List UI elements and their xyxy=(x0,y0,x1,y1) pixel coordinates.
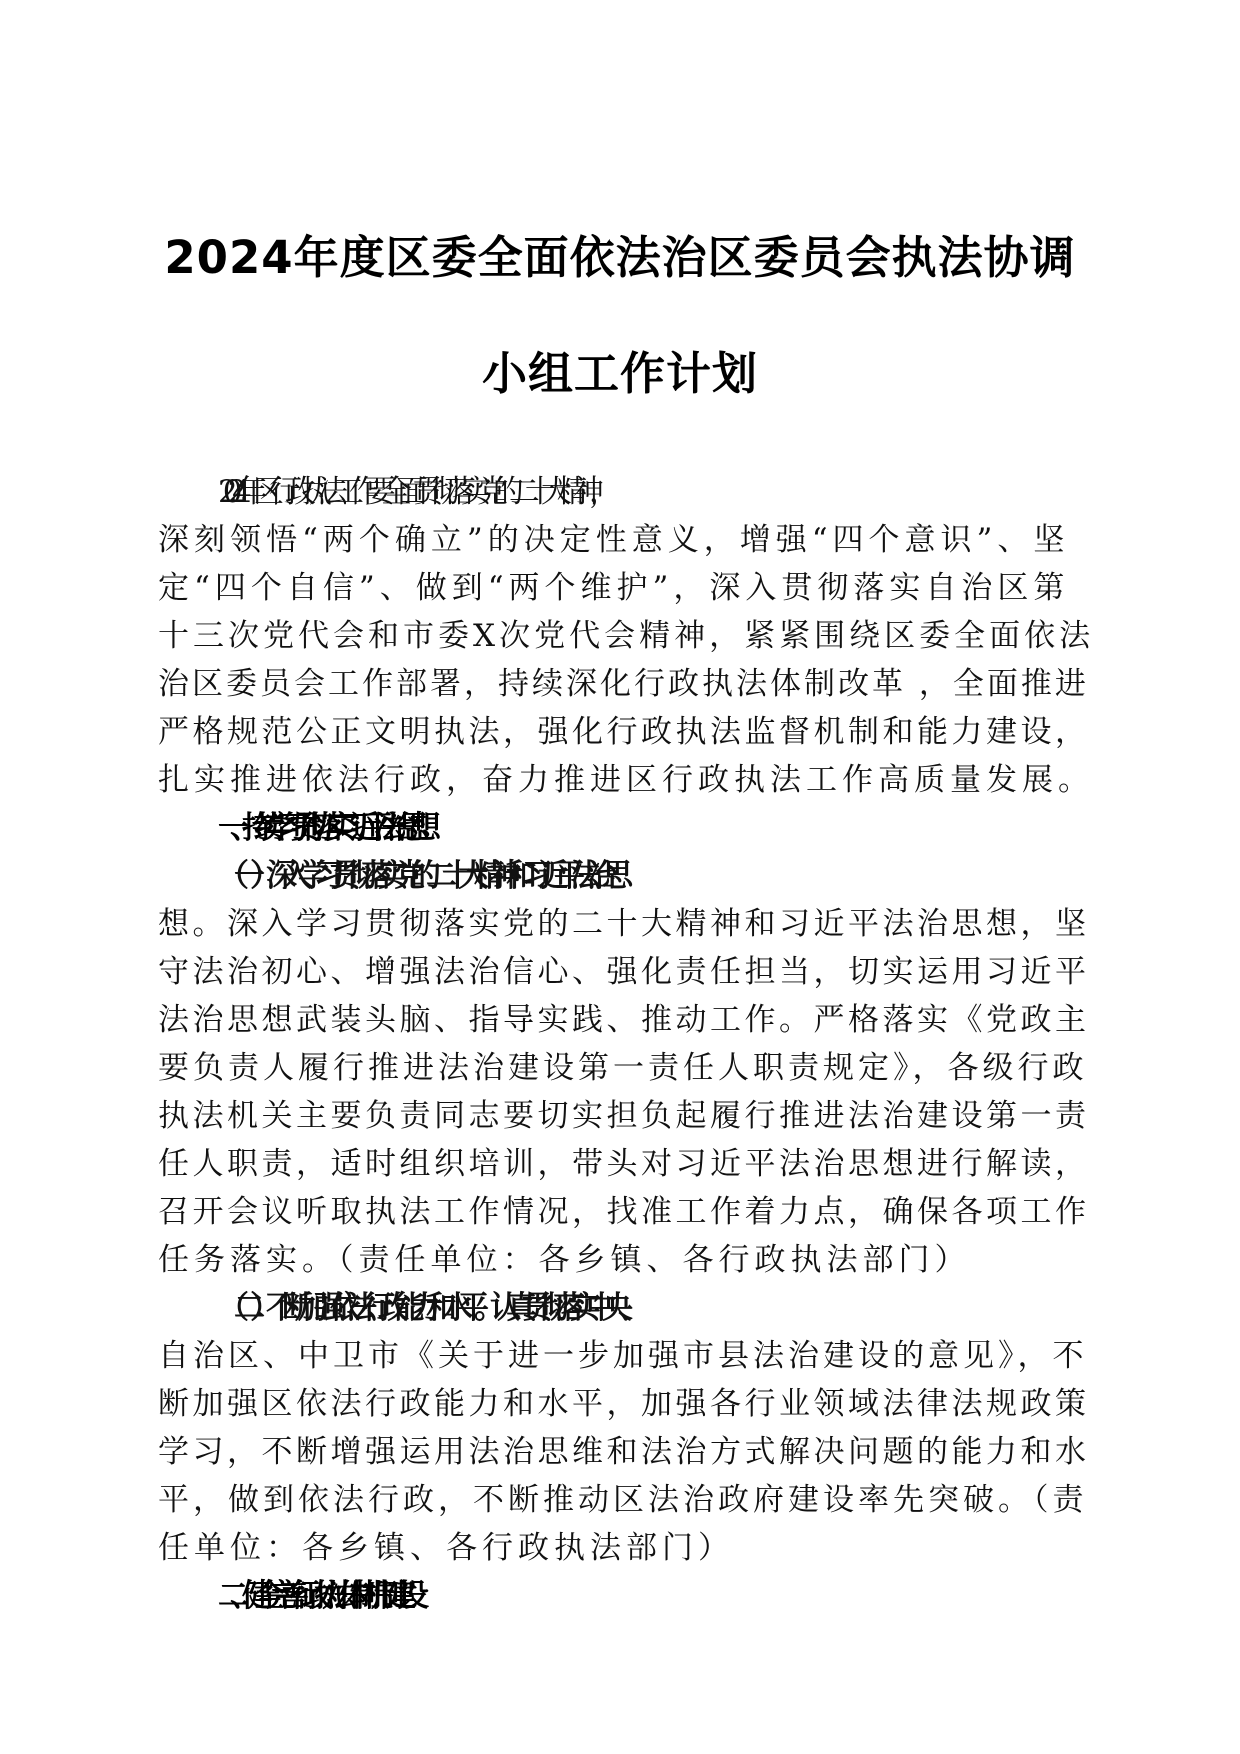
paragraph-line: 十三次党代会和市委X次党代会精神，紧紧围绕区委全面依法 xyxy=(158,618,1095,654)
paragraph-line: 2024年区行政执法工作要全面贯彻落实党的二十大精神， xyxy=(218,474,605,510)
paragraph-line: 守法治初心、增强法治信心、强化责任担当，切实运用习近平 xyxy=(158,954,1090,990)
paragraph-line: 深刻领悟“两个确立”的决定性意义，增强“四个意识”、坚 xyxy=(158,522,1070,558)
paragraph-line: 要负责人履行推进法治建设第一责任人职责规定》，各级行政 xyxy=(158,1050,1088,1086)
document-title-line-1: 2024年度区委全面依法治区委员会执法协调 xyxy=(164,231,1076,284)
paragraph-line: 学习，不断增强运用法治思维和法治方式解决问题的能力和水 xyxy=(158,1434,1090,1470)
paragraph-line: 扎实推进依法行政，奋力推进区行政执法工作高质量发展。 xyxy=(158,762,1094,798)
paragraph-line: 严格规范公正文明执法，强化行政执法监督机制和能力建设， xyxy=(158,714,1090,750)
subsection-heading-2: （二）不断加强依法行政能力和水平。认真贯彻落实中央、 xyxy=(218,1290,634,1326)
paragraph-line: 召开会议听取执法工作情况，找准工作着力点，确保各项工作 xyxy=(158,1194,1090,1230)
paragraph-line: 任人职责，适时组织培训，带头对习近平法治思想进行解读， xyxy=(158,1146,1090,1182)
paragraph-line: 自治区、中卫市《关于进一步加强市县法治建设的意见》，不 xyxy=(158,1338,1088,1374)
paragraph-line: 执法机关主要负责同志要切实担负起履行推进法治建设第一责 xyxy=(158,1098,1090,1134)
paragraph-line: 任务落实。（责任单位：各乡镇、各行政执法部门） xyxy=(158,1242,971,1278)
subsection-heading-1: （一）深入学习贯彻落实党的二十大精神和习近平法治思 xyxy=(218,858,618,894)
paragraph-line: 法治思想武装头脑、指导实践、推动工作。严格落实《党政主 xyxy=(158,1002,1090,1038)
section-heading-2: 二、健全完善行政执法体制机制建设 xyxy=(218,1578,410,1614)
paragraph-line: 平，做到依法行政，不断推动区法治政府建设率先突破。（责 xyxy=(158,1482,1088,1518)
paragraph-line: 治区委员会工作部署，持续深化行政执法体制改革 ，全面推进 xyxy=(158,666,1089,702)
paragraph-line: 定“四个自信”、做到“两个维护”，深入贯彻落实自治区第 xyxy=(158,570,1070,606)
paragraph-line: 断加强区依法行政能力和水平，加强各行业领域法律法规政策 xyxy=(158,1386,1090,1422)
paragraph-line: 想。深入学习贯彻落实党的二十大精神和习近平法治思想，坚 xyxy=(158,906,1090,942)
paragraph-line: 任单位：各乡镇、各行政执法部门） xyxy=(158,1530,734,1566)
section-heading-1: 一、持续学习贯彻落实习近平法治思想 xyxy=(218,810,422,846)
document-title-line-2: 小组工作计划 xyxy=(481,347,758,400)
